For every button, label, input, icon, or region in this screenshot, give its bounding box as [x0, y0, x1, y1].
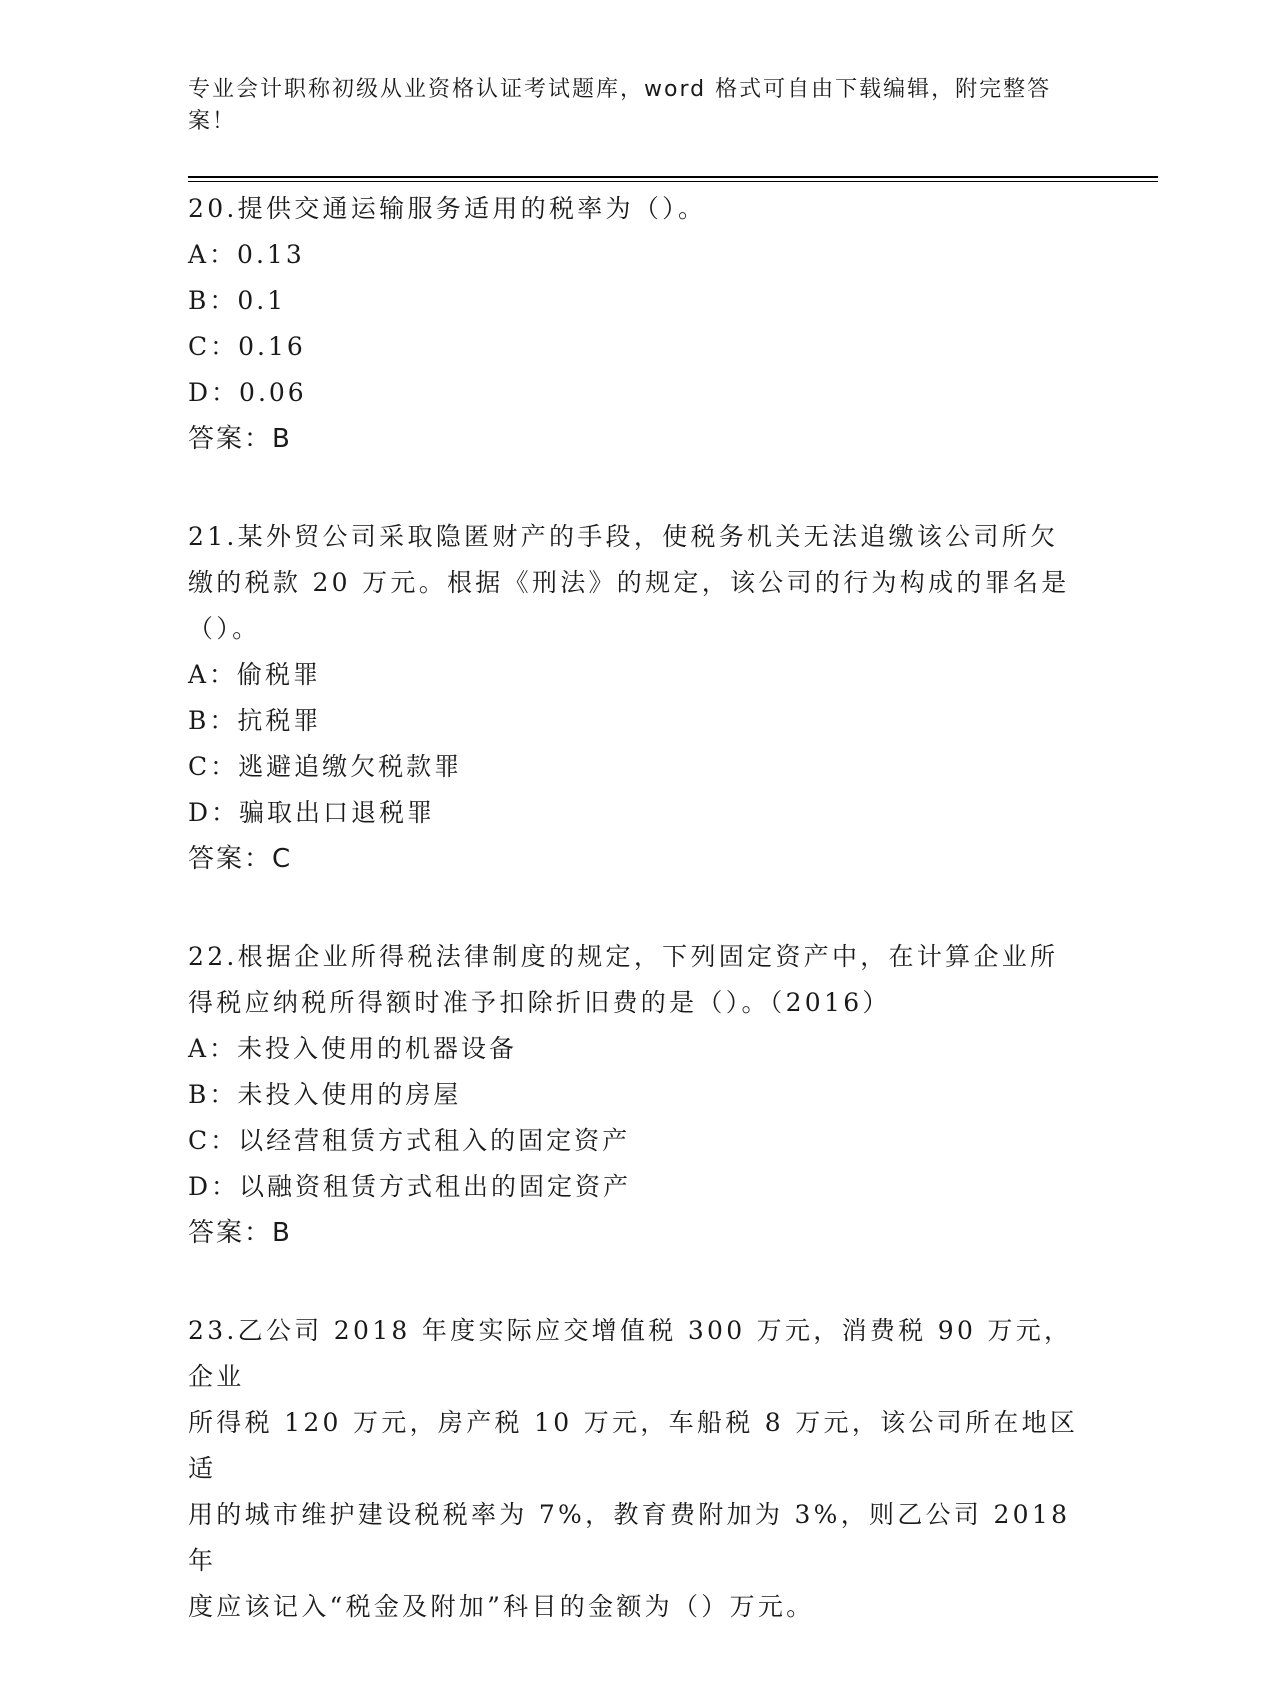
- answer-line: 答案：B: [188, 424, 292, 454]
- option-d: D：0.06: [188, 378, 307, 407]
- header-line: 专业会计职称初级从业资格认证考试题库，word 格式可自由下载编辑，附完整答: [188, 77, 1052, 102]
- answer-line: 答案：C: [188, 844, 293, 874]
- option-c: C：0.16: [188, 332, 306, 361]
- question-stem: [188, 1308, 1088, 1630]
- stem-line: 21.某外贸公司采取隐匿财产的手段，使税务机关无法追缴该公司所欠: [188, 522, 1059, 551]
- question-21: [188, 514, 1088, 882]
- question-22: [188, 934, 1088, 1256]
- header-divider-thin: [188, 181, 1158, 182]
- option-a: A：未投入使用的机器设备: [188, 1034, 518, 1063]
- option-d: D：以融资租赁方式租出的固定资产: [188, 1172, 632, 1201]
- question-stem: [188, 186, 1088, 232]
- option-b: B：0.1: [188, 286, 287, 315]
- option-b: B：未投入使用的房屋: [188, 1080, 462, 1109]
- question-stem: [188, 934, 1088, 1026]
- answer-line: 答案：B: [188, 1218, 292, 1248]
- option-a: A：0.13: [188, 240, 305, 269]
- question-list: [188, 186, 1088, 1682]
- option-b: B：抗税罪: [188, 706, 322, 735]
- option-a: A：偷税罪: [188, 660, 322, 689]
- stem-line: 23.乙公司 2018 年度实际应交增值税 300 万元，消费税 90 万元，企业: [188, 1316, 1073, 1391]
- stem-line: 用的城市维护建设税税率为 7%，教育费附加为 3%，则乙公司 2018 年: [188, 1500, 1082, 1575]
- option-d: D：骗取出口退税罪: [188, 798, 436, 827]
- header-divider-thick: [188, 176, 1158, 178]
- stem-line: 所得税 120 万元，房产税 10 万元，车船税 8 万元，该公司所在地区适: [188, 1408, 1079, 1483]
- stem-line: 20.提供交通运输服务适用的税率为（）。: [188, 194, 707, 223]
- question-23: [188, 1308, 1088, 1630]
- stem-line: 缴的税款 20 万元。根据《刑法》的规定，该公司的行为构成的罪名是: [188, 568, 1070, 597]
- header-line: 案！: [188, 109, 237, 134]
- question-20: [188, 186, 1088, 462]
- stem-line: （）。: [188, 614, 261, 643]
- stem-line: 度应该记入“税金及附加”科目的金额为（）万元。: [188, 1592, 815, 1621]
- question-stem: [188, 514, 1088, 652]
- document-header: [188, 74, 1068, 138]
- option-c: C：以经营租赁方式租入的固定资产: [188, 1126, 631, 1155]
- option-c: C：逃避追缴欠税款罪: [188, 752, 463, 781]
- stem-line: 得税应纳税所得额时准予扣除折旧费的是（）。（2016）: [188, 988, 891, 1017]
- stem-line: 22.根据企业所得税法律制度的规定，下列固定资产中，在计算企业所: [188, 942, 1059, 971]
